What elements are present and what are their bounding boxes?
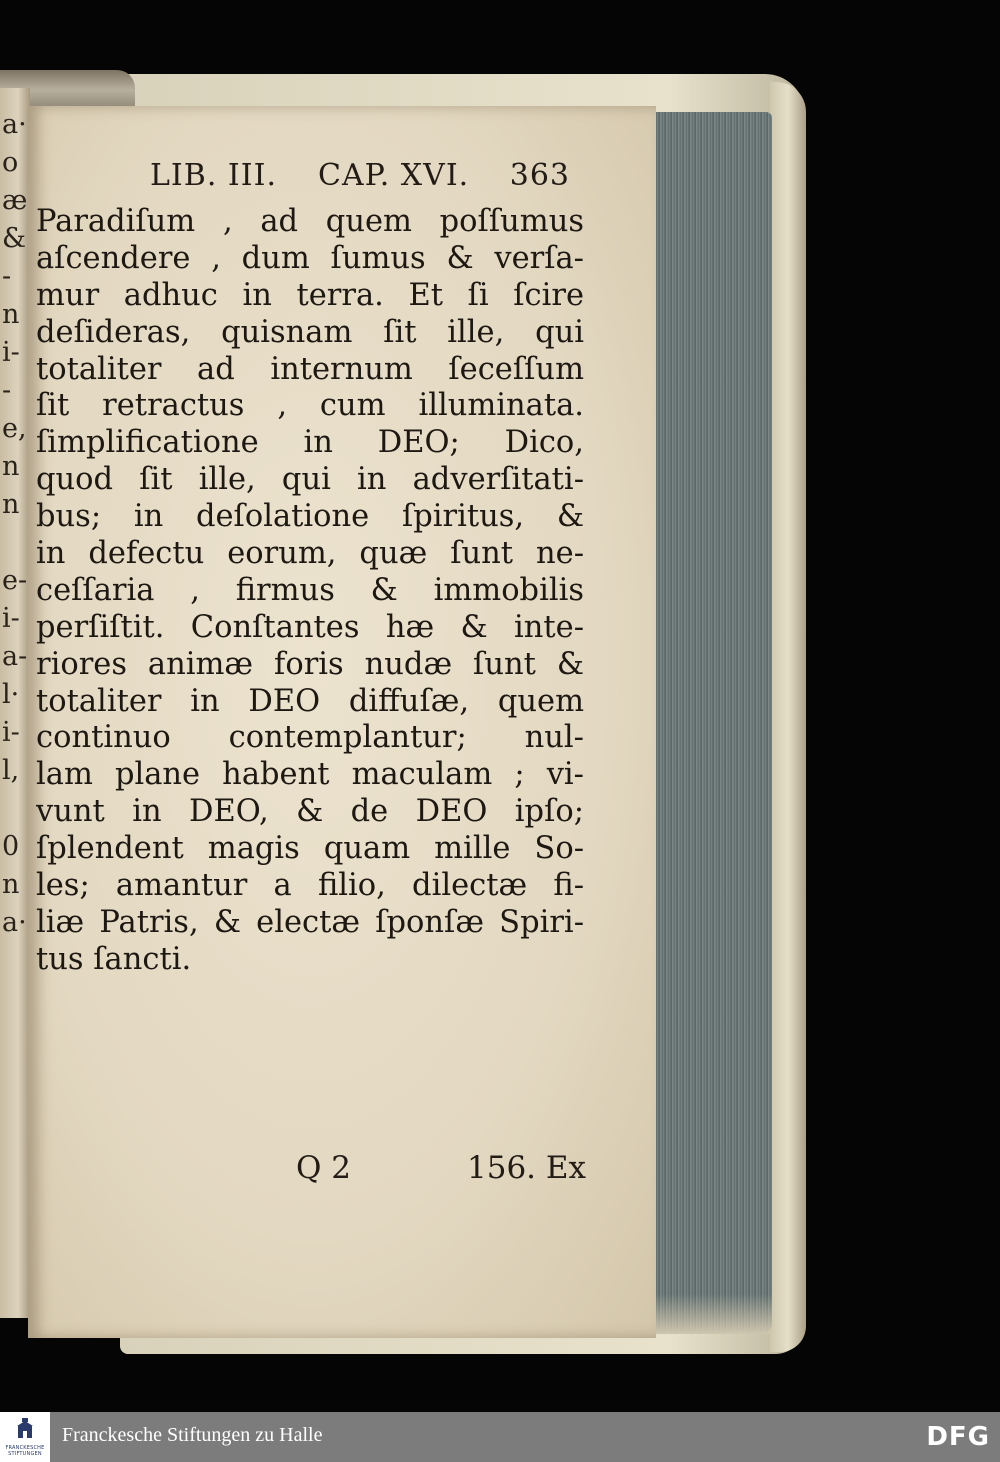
institution-name[interactable]: Franckesche Stiftungen zu Halle xyxy=(62,1424,323,1446)
left-page-line-fragment: e- xyxy=(2,565,28,596)
left-page-line-fragment: & xyxy=(2,223,27,254)
running-head-chapter: CAP. XVI. xyxy=(318,158,470,193)
text-line: deſideras, quisnam ſit ille, qui xyxy=(36,314,584,350)
left-page-line-fragment: l· xyxy=(2,679,20,710)
left-page-line-fragment: n xyxy=(2,451,20,482)
text-line: quod ſit ille, qui in adverſitati- xyxy=(36,462,584,498)
dfg-logo[interactable]: DFG xyxy=(926,1422,990,1452)
left-page-line-fragment: - xyxy=(2,261,12,292)
running-head xyxy=(150,158,570,198)
left-page-line-fragment: i- xyxy=(2,717,20,748)
text-line: ſit retractus , cum illuminata. xyxy=(36,388,584,424)
text-line: lam plane habent maculam ; vi- xyxy=(36,757,584,793)
left-page-line-fragment: a· xyxy=(2,907,27,938)
text-line: vunt in DEO, & de DEO ipſo; xyxy=(36,794,584,830)
left-page-line-fragment: 0 xyxy=(2,831,20,862)
text-line: ſimplificatione in DEO; Dico, xyxy=(36,425,584,461)
text-line: continuo contemplantur; nul- xyxy=(36,720,584,756)
text-line: perſiſtit. Conſtantes hæ & inte- xyxy=(36,609,584,645)
text-line: ceſſaria , firmus & immobilis xyxy=(36,572,584,608)
running-head-book: LIB. III. xyxy=(150,158,277,193)
page-footer xyxy=(296,1150,586,1192)
left-page-line-fragment: e, xyxy=(2,413,27,444)
text-line: ſplendent magis quam mille So- xyxy=(36,831,584,867)
page-number: 363 xyxy=(509,158,570,193)
left-page-line-fragment: n xyxy=(2,869,20,900)
text-line: mur adhuc in terra. Et ſi ſcire xyxy=(36,277,584,313)
left-page-line-fragment: i- xyxy=(2,603,20,634)
left-page-line-fragment: a- xyxy=(2,641,28,672)
text-line: Paradiſum , ad quem poſſumus xyxy=(36,204,584,239)
text-line: totaliter ad internum ſeceſſum xyxy=(36,351,584,387)
text-line: totaliter in DEO diffuſæ, quem xyxy=(36,683,584,719)
left-page-fragment xyxy=(0,88,30,1318)
left-page-line-fragment: o xyxy=(2,147,19,178)
text-line: tus ſancti. xyxy=(36,941,192,977)
catchword: 156. Ex xyxy=(467,1150,586,1186)
institution-logo[interactable] xyxy=(0,1412,50,1462)
text-line: in defectu eorum, quæ ſunt ne- xyxy=(36,536,584,572)
left-page-line-fragment: l, xyxy=(2,755,20,786)
left-page-line-fragment: n xyxy=(2,489,20,520)
left-page-line-fragment: æ xyxy=(2,185,28,216)
page-fore-edge xyxy=(644,112,772,1334)
signature-mark: Q 2 xyxy=(296,1150,351,1186)
body-text xyxy=(36,204,584,979)
text-line: bus; in deſolatione ſpiritus, & xyxy=(36,499,584,535)
text-line: aſcendere , dum ſumus & verſa- xyxy=(36,240,584,276)
left-page-line-fragment: n xyxy=(2,299,20,330)
left-page-line-fragment: - xyxy=(2,375,12,406)
text-line: liæ Patris, & electæ ſponſæ Spiri- xyxy=(36,904,584,940)
binding-edge xyxy=(770,82,806,1352)
footer-bar xyxy=(0,1412,1000,1462)
left-page-line-fragment: a· xyxy=(2,109,27,140)
text-line: riores animæ foris nudæ ſunt & xyxy=(36,646,584,682)
building-icon xyxy=(15,1418,35,1440)
left-page-line-fragment: i- xyxy=(2,337,20,368)
text-line: les; amantur a filio, dilectæ fi- xyxy=(36,868,584,904)
logo-text: FRANCKESCHE STIFTUNGEN xyxy=(5,1445,45,1457)
